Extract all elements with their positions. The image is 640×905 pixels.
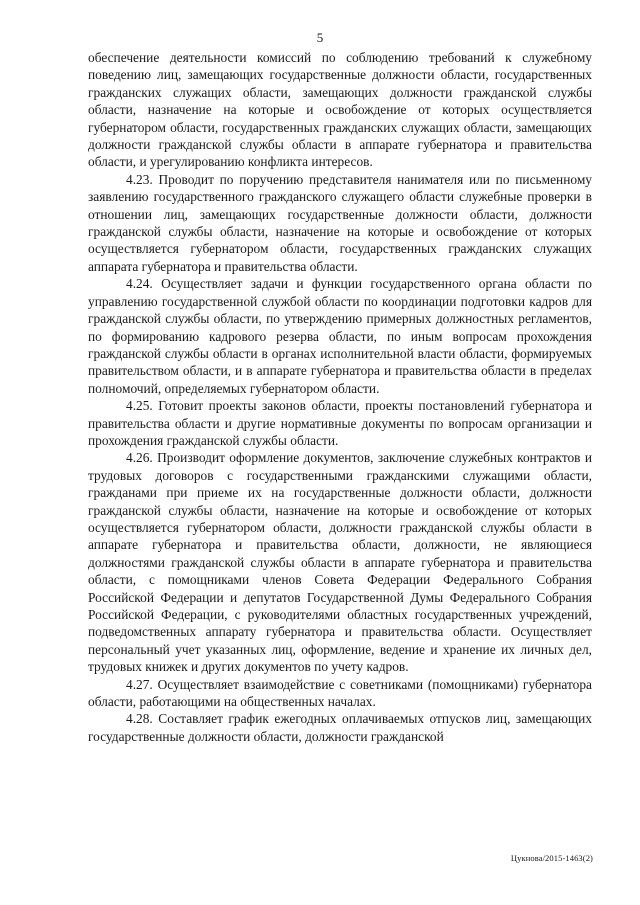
paragraph-4-23: 4.23. Проводит по поручению представителя нанимателя или по письменному заявлению государственного гражданского служащего области служебные проверки в отношении лиц, замещающих государственные должности области, должности гражданской службы области, назначение на которые и освобождение от которых осуществляется губернатором области, государственных гражданских служащих аппарата губернатора и правительства области. <box>88 171 592 274</box>
paragraph-4-26: 4.26. Производит оформление документов, заключение служебных контрактов и трудовых договоров с государственными гражданскими служащими области, гражданами при приеме их на государственные должности области, должности гражданской службы области, назначение на которые и освобождение от которых осуществляется губернатором области, должности гражданской службы области в аппарате губернатора и правительства области, должности, не являющиеся должностями гражданской службы области в аппарате губернатора и правительства области, с помощниками членов Совета Федерации Федерального Собрания Российской Федерации и депутатов Государственной Думы Федерального Собрания Российской Федерации, с руководителями областных государственных учреждений, подведомственных аппарату губернатора и правительства области. Осуществляет персональный учет указанных лиц, оформление, ведение и хранение их личных дел, трудовых книжек и других документов по учету кадров. <box>88 450 592 675</box>
page-number: 5 <box>316 30 324 45</box>
paragraph-4-27: 4.27. Осуществляет взаимодействие с советниками (помощниками) губернатора области, работающими на общественных началах. <box>88 676 592 710</box>
paragraph-4-24: 4.24. Осуществляет задачи и функции государственного органа области по управлению государственной службой области по координации подготовки кадров для гражданской службы области, по утверждению примерных должностных регламентов, по формированию кадрового резерва области, по иным вопросам прохождения гражданской службы области в органах исполнительной власти области, формируемых правительством области, и в аппарате губернатора и правительства области в пределах полномочий, определяемых губернатором области. <box>88 276 592 396</box>
paragraph-4-25: 4.25. Готовит проекты законов области, проекты постановлений губернатора и правительства области и другие нормативные документы по вопросам организации и прохождения гражданской службы области. <box>88 398 592 448</box>
paragraph-continuation: обеспечение деятельности комиссий по соблюдению требований к служебному поведению лиц, замещающих государственные должности области, государственных гражданских служащих области, замещающих должности гражданской службы области, назначение на которые и освобождение от которых осуществляется губернатором области, государственных гражданских служащих области, замещающих должности гражданской службы области в аппарате губернатора и правительства области, и урегулированию конфликта интересов. <box>88 50 592 170</box>
document-reference-code: Цукнова/2015-1463(2) <box>510 853 593 863</box>
paragraph-4-28: 4.28. Составляет график ежегодных оплачиваемых отпусков лиц, замещающих государственные должности области, должности гражданской <box>88 711 592 744</box>
document-body <box>88 49 592 745</box>
